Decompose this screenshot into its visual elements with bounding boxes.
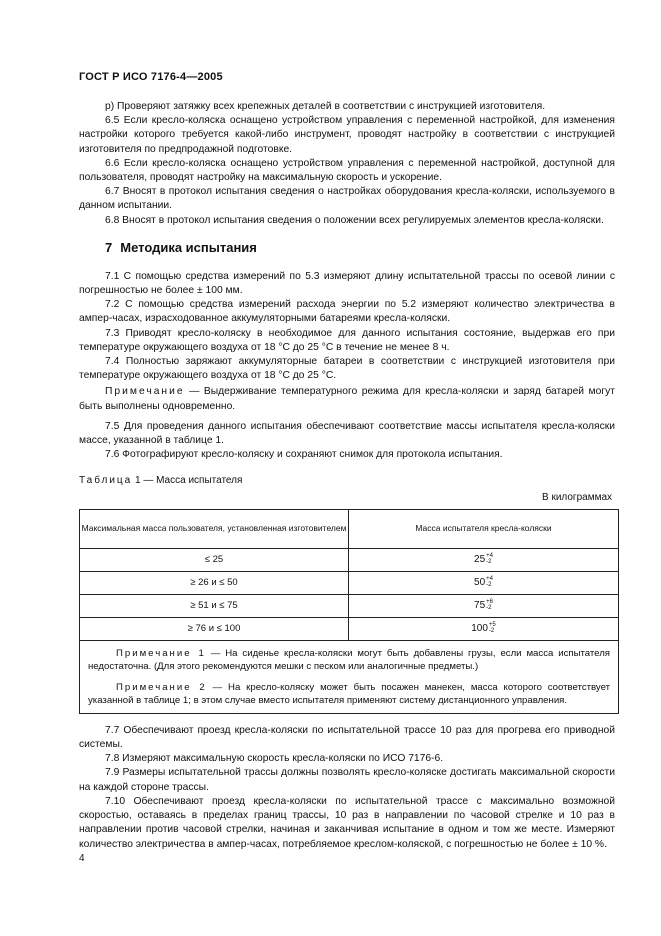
paragraph-7-4: 7.4 Полностью заряжают аккумуляторные батареи в соответствии с инструкцией изготовителя при температуре окружающего воздуха от 18 °С до 25 °С. bbox=[79, 356, 615, 382]
tol-up: +4 bbox=[486, 576, 493, 583]
tol-up: +6 bbox=[486, 599, 493, 606]
paragraph-6-7: 6.7 Вносят в протокол испытания сведения о настройках оборудования кресла-коляски, используемого в данном испытании. bbox=[79, 186, 615, 212]
document-body bbox=[79, 100, 615, 852]
after-table-block bbox=[79, 724, 615, 852]
mass-table bbox=[79, 509, 619, 714]
paragraph-7-7: 7.7 Обеспечивают проезд кресла-коляски по испытательной трассе 10 раз для прогрева его приводной системы. bbox=[79, 724, 615, 751]
note-temperature bbox=[79, 385, 615, 413]
table-note-1-label: Примечание 1 bbox=[116, 647, 206, 659]
cell-tester-mass bbox=[349, 617, 619, 640]
table-row bbox=[80, 571, 619, 594]
paragraph-7-1: 7.1 С помощью средства измерений по 5.3 измеряют длину испытательной трассы по осевой линии с погрешностью не более ± 100 мм. bbox=[79, 270, 615, 297]
table-note-1-text: — На сиденье кресла-коляски могут быть добавлены грузы, если масса испытателя недостаточна. (Для этого рекомендуются мешки с песком или аналогичные предметы.) bbox=[88, 647, 610, 672]
tol-down: -2 bbox=[488, 628, 495, 635]
cell-tester-mass bbox=[349, 594, 619, 617]
mass-tolerance bbox=[489, 622, 496, 634]
table-row bbox=[80, 548, 619, 571]
tol-down: -2 bbox=[486, 582, 492, 589]
table-notes-row bbox=[80, 640, 619, 713]
table-caption-text: 1 — Масса испытателя bbox=[132, 475, 243, 487]
paragraph-6-8: 6.8 Вносят в протокол испытания сведения о положении всех регулируемых элементов кресла-коляски. bbox=[105, 214, 604, 226]
table-notes bbox=[80, 640, 619, 713]
paragraph-7-5: 7.5 Для проведения данного испытания обеспечивают соответствие массы испытателя кресла-коляски массе, указанной в таблице 1. bbox=[79, 420, 615, 447]
paragraph-7-2: 7.2 С помощью средства измерений расхода энергии по 5.2 измеряют количество электричества в ампер-часах, израсходованное аккумуляторными батареями кресла-коляски. bbox=[79, 299, 615, 325]
mass-value: 25 bbox=[474, 553, 486, 565]
col-header-tester-mass: Масса испытателя кресла-коляски bbox=[349, 509, 619, 548]
table-note-1 bbox=[88, 647, 610, 673]
table-header-row bbox=[80, 509, 619, 548]
paragraph-7-9: 7.9 Размеры испытательной трассы должны позволять кресло-коляске достигать максимальной скорости на каждой стороне трассы. bbox=[79, 767, 615, 793]
paragraph-p: р) Проверяют затяжку всех крепежных деталей в соответствии с инструкцией изготовителя. bbox=[105, 101, 546, 112]
mass-value: 100 bbox=[471, 622, 488, 634]
section-heading bbox=[105, 240, 615, 256]
tol-down: -2 bbox=[486, 559, 492, 566]
paragraph-7-3: 7.3 Приводят кресло-коляску в необходимое для данного испытания состояние, выдержав его при температуре окружающего воздуха от 18 °С до 25 °С в течение не менее 8 ч. bbox=[79, 327, 615, 353]
table-caption bbox=[79, 474, 615, 488]
mass-value: 50 bbox=[474, 576, 486, 588]
table-note-2 bbox=[88, 681, 610, 707]
table-caption-label: Таблица bbox=[79, 475, 133, 487]
note-text: — Выдерживание температурного режима для кресла-коляски и заряд батарей могут быть выполнены одновременно. bbox=[79, 386, 615, 412]
mass-value: 75 bbox=[474, 599, 486, 611]
table-unit: В килограммах bbox=[542, 491, 612, 503]
table-row bbox=[80, 617, 619, 640]
tol-up: +5 bbox=[488, 622, 496, 629]
tol-down: -2 bbox=[486, 605, 492, 612]
cell-tester-mass bbox=[349, 548, 619, 571]
paragraph-6-5: 6.5 Если кресло-коляска оснащено устройством управления с переменной настройкой, для изменения настройки которого требуется какой-либо инструмент, проводят настройку в соответствии с инструкцией изготовителя по предпродажной подготовке. bbox=[79, 115, 615, 155]
cell-max-mass: ≤ 25 bbox=[80, 548, 349, 571]
paragraph-6-6: 6.6 Если кресло-коляска оснащено устройством управления с переменной настройкой, доступной для пользователя, проводят настройку на максимальную скорость и ускорение. bbox=[79, 157, 615, 184]
paragraph-7-8: 7.8 Измеряют максимальную скорость кресла-коляски по ИСО 7176-6. bbox=[105, 753, 444, 765]
table-note-2-text: — На кресло-коляску может быть посажен манекен, масса которого соответствует указанной в таблице 1; в этом случае вместо испытателя применяют систему дистанционного управления. bbox=[88, 681, 610, 706]
table-row bbox=[80, 594, 619, 617]
section-title: Методика испытания bbox=[120, 239, 257, 255]
note-label: Примечание bbox=[105, 386, 185, 398]
mass-tolerance bbox=[486, 553, 493, 565]
table-note-2-label: Примечание 2 bbox=[116, 681, 207, 693]
tol-up: +4 bbox=[486, 553, 493, 560]
document-header: ГОСТ Р ИСО 7176-4—2005 bbox=[79, 71, 223, 83]
cell-max-mass: ≥ 26 и ≤ 50 bbox=[80, 571, 349, 594]
col-header-max-mass: Максимальная масса пользователя, установленная изготовителем bbox=[80, 509, 349, 548]
cell-tester-mass bbox=[349, 571, 619, 594]
cell-max-mass: ≥ 51 и ≤ 75 bbox=[80, 594, 349, 617]
mass-tolerance bbox=[486, 599, 493, 611]
page-number: 4 bbox=[79, 853, 85, 864]
section-number: 7 bbox=[105, 239, 113, 255]
cell-max-mass: ≥ 76 и ≤ 100 bbox=[80, 617, 349, 640]
mass-tolerance bbox=[486, 576, 493, 588]
paragraph-7-6: 7.6 Фотографируют кресло-коляску и сохраняют снимок для протокола испытания. bbox=[105, 449, 503, 461]
paragraph-7-10: 7.10 Обеспечивают проезд кресла-коляски по испытательной трассе с максимально возможной скоростью, оставаясь в пределах границ трассы, 10 раз в направлении по часовой стрелке и 10 раз в направлении против часовой стрелки, начиная и заканчивая испытание в одном и том же месте. Измеряют количество электричества в ампер-часах, потребляемое креслом-коляской, с погрешностью не более ± 10 %. bbox=[79, 795, 615, 850]
